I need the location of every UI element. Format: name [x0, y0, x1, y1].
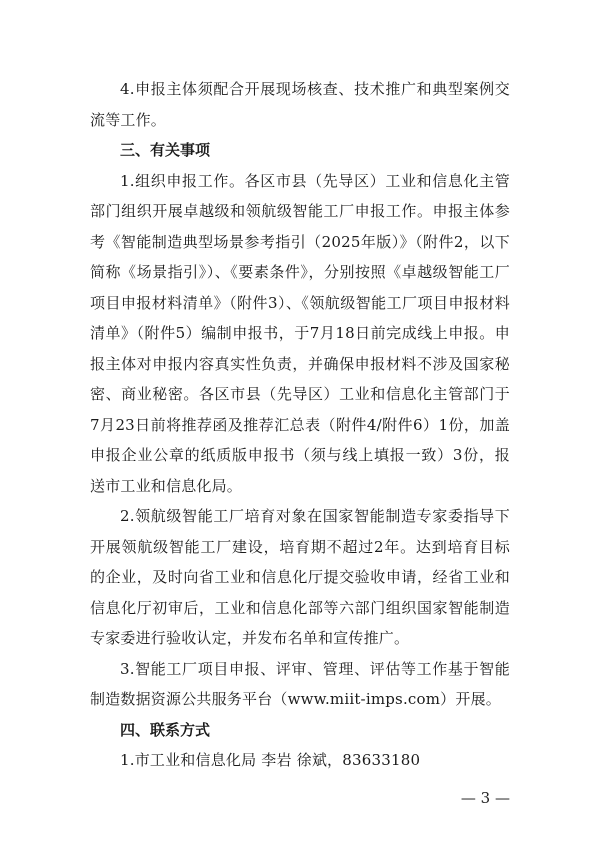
document-body — [90, 74, 510, 776]
paragraph-matter-2: 2.领航级智能工厂培育对象在国家智能制造专家委指导下开展领航级智能工厂建设，培育期不超过2年。达到培育目标的企业，及时向省工业和信息化厅提交验收申请，经省工业和信息化厅初审后，工业和信息化部等六部门组织国家智能制造专家委进行验收认定，并发布名单和宣传推广。 — [90, 507, 510, 647]
section-heading-matters: 三、有关事项 — [120, 141, 211, 159]
paragraph-matter-3: 3.智能工厂项目申报、评审、管理、评估等工作基于智能制造数据资源公共服务平台（www.miit-imps.com）开展。 — [90, 659, 510, 708]
paragraph-contact-1: 1.市工业和信息化局 李岩 徐斌，83633180 — [120, 751, 421, 769]
paragraph-matter-1: 1.组织申报工作。各区市县（先导区）工业和信息化主管部门组织开展卓越级和领航级智能工厂申报工作。申报主体参考《智能制造典型场景参考指引（2025年版）》（附件2，以下简称《场景指引》）、《要素条件》，分别按照《卓越级智能工厂项目申报材料清单》（附件3）、《领航级智能工厂项目申报材料清单》（附件5）编制申报书，于7月18日前完成线上申报。申报主体对申报内容真实性负责，并确保申报材料不涉及国家秘密、商业秘密。各区市县（先导区）工业和信息化主管部门于7月23日前将推荐函及推荐汇总表（附件4/附件6）1份，加盖申报企业公章的纸质版申报书（须与线上填报一致）3份，报送市工业和信息化局。 — [90, 171, 510, 495]
paragraph-requirement-4: 4.申报主体须配合开展现场核查、技术推广和典型案例交流等工作。 — [90, 80, 510, 129]
page-number: — 3 — — [460, 789, 510, 807]
section-heading-contact: 四、联系方式 — [120, 720, 211, 739]
